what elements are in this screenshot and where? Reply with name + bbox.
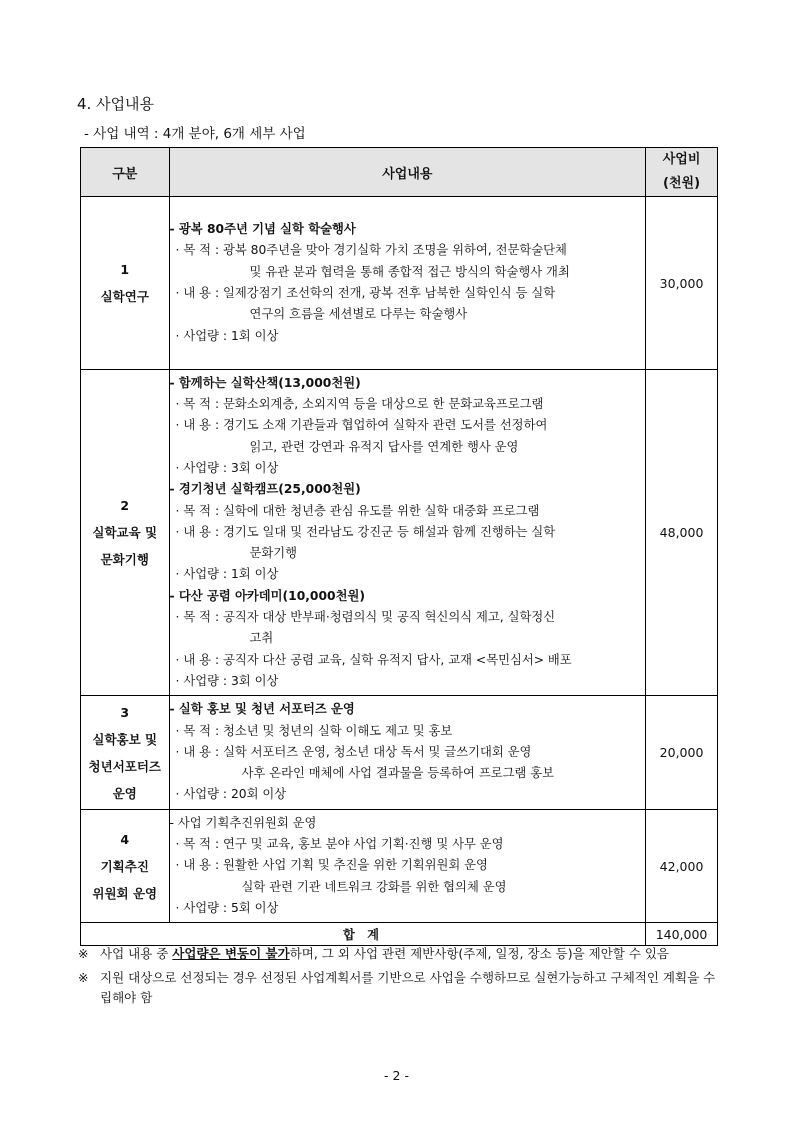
content-line: · 목 적 : 연구 및 교육, 홍보 분야 사업 기획·진행 및 사무 운영 <box>175 837 504 852</box>
content-line: 고취 <box>249 631 274 646</box>
row-content <box>169 370 646 696</box>
table-header-row <box>81 148 718 197</box>
page-number: - 2 - <box>384 1068 409 1083</box>
row-category-line: 청년서포터즈 <box>88 758 161 774</box>
row-category-line: 기획추진 <box>100 858 149 874</box>
row-content <box>169 197 646 370</box>
note-mark: ※ <box>78 946 89 961</box>
note-item <box>78 944 723 964</box>
header-category: 구분 <box>81 148 170 197</box>
row-amount: 48,000 <box>646 370 718 696</box>
total-amount: 140,000 <box>646 923 718 946</box>
content-line: 문화기행 <box>249 546 298 561</box>
row-category <box>81 810 170 923</box>
header-cost-line1: 사업비 <box>662 152 701 167</box>
content-line: · 목 적 : 광복 80주년을 맞아 경기실학 가치 조명을 위하여, 전문학술단체 <box>175 243 567 258</box>
row-category-line: 실학연구 <box>100 289 149 304</box>
table-row <box>81 370 718 696</box>
content-line: · 목 적 : 실학에 대한 청년층 관심 유도를 위한 실학 대중화 프로그램 <box>175 503 540 518</box>
content-line: · 사업량 : 5회 이상 <box>175 900 279 915</box>
content-line: - 사업 기획추진위원회 운영 <box>169 815 317 830</box>
table-row <box>81 197 718 370</box>
row-category <box>81 197 170 370</box>
content-line: 사후 온라인 매체에 사업 결과물을 등록하여 프로그램 홍보 <box>241 766 555 781</box>
row-category-line: 문화기행 <box>100 552 149 567</box>
content-line: 및 유관 분과 협력을 통해 종합적 접근 방식의 학술행사 개최 <box>249 264 570 279</box>
row-category <box>81 696 170 810</box>
total-row <box>81 923 718 946</box>
content-heading: - 경기청년 실학캠프(25,000천원) <box>169 482 361 497</box>
content-line: · 내 용 : 일제강점기 조선학의 전개, 광복 전후 남북한 실학인식 등 실학 <box>175 286 556 300</box>
content-line: · 내 용 : 실학 서포터즈 운영, 청소년 대상 독서 및 글쓰기대회 운영 <box>175 744 532 759</box>
content-line: · 사업량 : 3회 이상 <box>175 460 279 475</box>
content-line: 읽고, 관련 강연과 유적지 답사를 연계한 행사 운영 <box>249 439 519 454</box>
content-line: 연구의 흐름을 세션별로 다루는 학술행사 <box>249 307 468 322</box>
table-row <box>81 696 718 810</box>
note-text-pre: 사업 내용 중 <box>100 946 173 961</box>
content-line: · 내 용 : 원활한 사업 기획 및 추진을 위한 기획위원회 운영 <box>175 858 488 873</box>
header-content: 사업내용 <box>169 148 646 197</box>
row-content <box>169 696 646 810</box>
row-category-line: 운영 <box>112 785 137 801</box>
note-text-emphasis: 사업량은 변동이 불가 <box>172 946 290 961</box>
row-category-line: 1 <box>120 262 130 277</box>
content-line: · 목 적 : 공직자 대상 반부패·청렴의식 및 공직 혁신의식 제고, 실학정신 <box>175 610 556 625</box>
row-content <box>169 810 646 923</box>
content-line: · 목 적 : 청소년 및 청년의 실학 이해도 제고 및 홍보 <box>175 723 453 738</box>
content-line: · 내 용 : 경기도 소재 기관들과 협업하여 실학자 관련 도서를 선정하여 <box>175 418 548 433</box>
note-mark: ※ <box>78 970 89 985</box>
content-line: · 사업량 : 1회 이상 <box>175 328 279 343</box>
section-title: 4. 사업내용 <box>77 95 155 113</box>
business-table <box>80 147 718 946</box>
header-cost-line2: (천원) <box>663 176 701 191</box>
notes <box>78 944 723 1012</box>
section-subtitle: - 사업 내역 : 4개 분야, 6개 세부 사업 <box>84 126 306 142</box>
row-amount: 30,000 <box>646 197 718 370</box>
row-category <box>81 370 170 696</box>
content-heading: - 실학 홍보 및 청년 서포터즈 운영 <box>169 702 355 717</box>
content-line: 실학 관련 기관 네트워크 강화를 위한 협의체 운영 <box>241 879 507 894</box>
content-line: · 사업량 : 20회 이상 <box>175 787 287 802</box>
content-heading: - 광복 80주년 기념 실학 학술행사 <box>169 222 356 237</box>
content-line: · 사업량 : 1회 이상 <box>175 567 279 582</box>
row-amount: 42,000 <box>646 810 718 923</box>
row-category-line: 실학홍보 및 <box>92 731 158 747</box>
row-category-line: 4 <box>120 831 130 847</box>
row-category-line: 2 <box>120 498 130 513</box>
row-category-line: 실학교육 및 <box>92 525 158 540</box>
header-cost <box>646 148 718 197</box>
note-item <box>78 968 723 1008</box>
content-heading: - 다산 공렴 아카데미(10,000천원) <box>169 588 365 603</box>
row-category-line: 3 <box>120 704 130 720</box>
row-amount: 20,000 <box>646 696 718 810</box>
content-line: · 내 용 : 경기도 일대 및 전라남도 강진군 등 해설과 함께 진행하는 실학 <box>175 524 556 539</box>
content-line: · 내 용 : 공직자 다산 공렴 교육, 실학 유적지 답사, 교재 <목민심서> 배포 <box>175 652 572 667</box>
table-row <box>81 810 718 923</box>
content-heading: - 함께하는 실학산책(13,000천원) <box>169 375 361 390</box>
content-line: · 사업량 : 3회 이상 <box>175 673 279 688</box>
note-text-post: 하며, 그 외 사업 관련 제반사항(주제, 일정, 장소 등)을 제안할 수 있음 <box>289 946 670 961</box>
total-label: 합 계 <box>81 923 646 946</box>
note-text-pre: 지원 대상으로 선정되는 경우 선정된 사업계획서를 기반으로 사업을 수행하므로 실현가능하고 구체적인 계획을 수립해야 함 <box>100 970 716 1005</box>
row-category-line: 위원회 운영 <box>92 885 158 901</box>
table-body <box>81 197 718 946</box>
content-line: · 목 적 : 문화소외계층, 소외지역 등을 대상으로 한 문화교육프로그램 <box>175 397 544 412</box>
